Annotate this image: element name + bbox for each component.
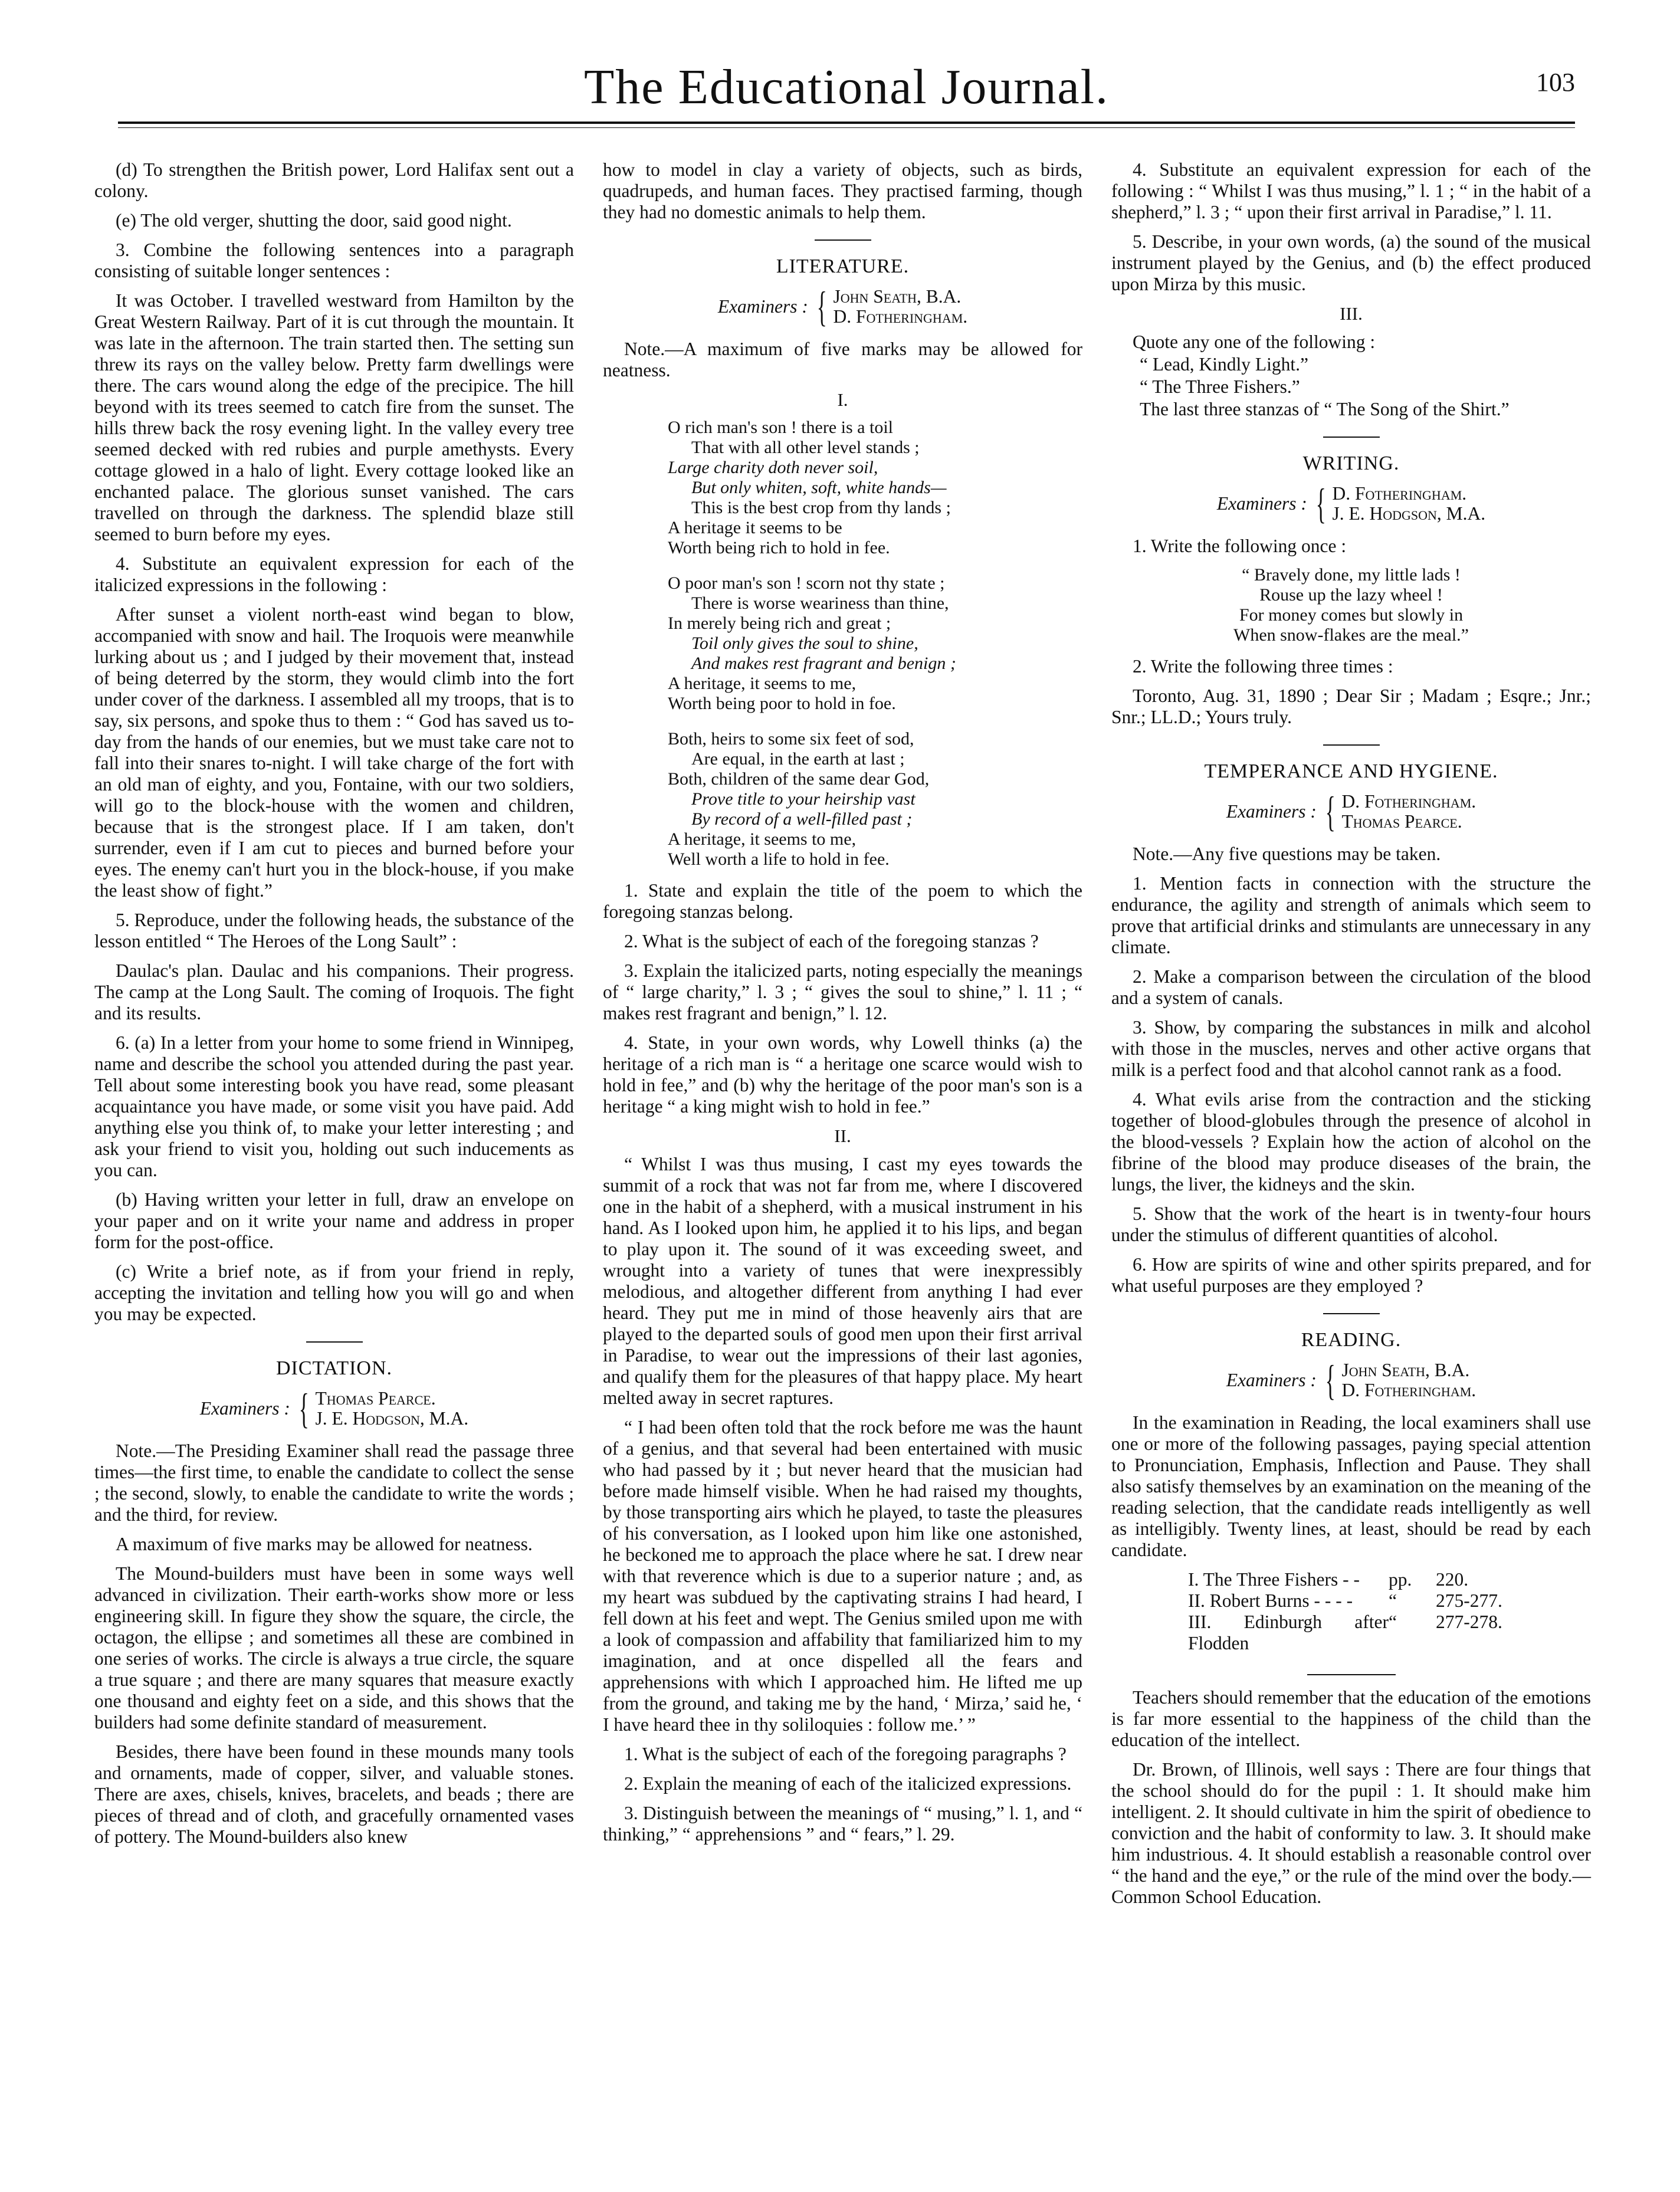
section-divider [1323,1313,1380,1314]
poem-line: There is worse weariness than thine, [691,593,949,613]
poem-line: In merely being rich and great ; [668,613,891,633]
temperance-question-2: 2. Make a comparison between the circulation of the blood and a system of canals. [1111,966,1591,1008]
selection-title: II. Robert Burns - - - - [1188,1590,1353,1611]
examiner-name: J. E. Hodgson, M.A. [1332,503,1486,524]
poem-line: O rich man's son ! there is a toil [668,418,893,437]
dictation-passage-2: Besides, there have been found in these mounds many tools and ornaments, made of copper, silver, and valuable stones. There are axes, chisels, knives, bracelets, and beads ; there are pieces of thread and of cloth, and gracefully ornamented vases of pottery. The Mound-builders also knew [94,1741,574,1847]
selection-pp: pp. [1389,1569,1412,1590]
literature-question-4: 4. State, in your own words, why Lowell thinks (a) the heritage of a rich man is “ a heritage one scarce would wish to hold in fee,” and (b) why the heritage of the poor man's son is a heritage “ a king might wish to hold in fee.” [603,1032,1082,1117]
selection-title: I. The Three Fishers - - [1188,1569,1360,1590]
literature-question-2: 2. What is the subject of each of the foregoing stanzas ? [624,931,1039,951]
quote-intro: Quote any one of the following : [1133,332,1376,352]
poem-line: By record of a well-filled past ; [691,809,913,829]
dictation-passage-1: The Mound-builders must have been in some ways well advanced in civilization. Their earth-works show more or less engineering skill. In figure they show the square, the circle, the octagon, the ellipse ; and sometimes all these are combined in one series of works. The circle is always a true circle, the square a true square ; and there are many squares that measure exactly one thousand and eighty feet on a side, and this shows that the builders had some definite standard of measurement. [94,1563,574,1732]
column-right [1111,159,1591,1916]
literature-question-1: 1. State and explain the title of the poem to which the foregoing stanzas belong. [603,880,1082,922]
mirza-question-5: 5. Describe, in your own words, (a) the sound of the musical instrument played by the Genius, and (b) the effect produced upon Mirza by this music. [1111,231,1591,294]
section-heading-temperance: TEMPERANCE AND HYGIENE. [1204,760,1498,782]
examiners-temperance [1111,790,1591,833]
quote-option: “ Lead, Kindly Light.” [1140,354,1309,375]
section-heading-dictation: DICTATION. [275,1357,393,1379]
column-middle [603,159,1082,1853]
section-number: II. [834,1125,851,1146]
question-part-d: (d) To strengthen the British power, Lord Halifax sent out a colony. [94,159,574,201]
question-6c: (c) Write a brief note, as if from your friend in reply, accepting the invitation and telling how you will go and when you may be expected. [94,1261,574,1324]
poem-line: A heritage it seems to be [668,518,842,537]
question-4: 4. Substitute an equivalent expression for each of the italicized expressions in the following : [94,553,574,595]
examiners-label: Examiners : [1226,1370,1317,1390]
examiners-label: Examiners : [1226,801,1317,822]
section-number: III. [1340,303,1363,324]
dictation-marks: A maximum of five marks may be allowed for neatness. [116,1534,533,1554]
examiners-label: Examiners : [199,1398,290,1419]
question-part-e: (e) The old verger, shutting the door, said good night. [116,210,512,231]
section-number: I. [837,389,848,410]
section-divider [1323,744,1380,746]
question-4-passage: After sunset a violent north-east wind began to blow, accompanied with snow and hail. The Iroquois were meanwhile lurking about us ; and I judged by their movement that, instead of being deterred by the storm, they would climb into the fort under cover of the darkness. I assembled all my troops, that is to say, six persons, and spoke thus to them : “ God has saved us to-day from the hands of our enemies, but we must take care not to fall into their snares to-night. I will take charge of the fort with an old man of eighty, and you, Fontaine, with our two soldiers, will go to the block-house with the women and children, because that is the strongest place. If I am taken, don't surrender, even if I am cut to pieces and burned before your eyes. The enemy can't hurt you in the block-house, if you make the least show of fight.” [94,604,574,901]
question-3: 3. Combine the following sentences into a paragraph consisting of suitable longer sentences : [94,239,574,281]
mirza-question-2: 2. Explain the meaning of each of the italicized expressions. [624,1773,1072,1794]
page-number: 103 [1536,68,1575,97]
section-divider [1323,437,1380,438]
verse-line: When snow-flakes are the meal.” [1233,625,1469,645]
section-divider [1307,1674,1396,1675]
reading-selection-list [1111,1569,1591,1654]
brace-icon: { [816,283,827,330]
writing-question-1: 1. Write the following once : [1133,536,1347,556]
examiners-label: Examiners : [1216,493,1307,514]
literature-note: Note.—A maximum of five marks may be allowed for neatness. [603,339,1082,380]
writing-verse [1111,565,1591,645]
teachers-note: Teachers should remember that the education of the emotions is far more essential to the happiness of the child than the education of the intellect. [1111,1687,1591,1750]
mirza-passage-1: “ Whilst I was thus musing, I cast my eyes towards the summit of a rock that was not far from me, where I discovered one in the habit of a shepherd, with a musical instrument in his hand. As I looked upon him, he applied it to his lips, and began to play upon it. The sound of it was exceeding sweet, and wrought into a variety of tunes that were inexpressibly melodious, and altogether different from anything I had ever heard. They put me in mind of those heavenly airs that are played to the departed souls of good men upon their first arrival in Paradise, to wear out the impressions of their last agonies, and qualify them for the pleasures of that happy place. My heart melted away in secret raptures. [603,1154,1082,1408]
temperance-note: Note.—Any five questions may be taken. [1133,844,1441,864]
brace-icon: { [298,1385,309,1432]
poem-line: Large charity doth never soil, [668,458,878,477]
dr-brown-quote: Dr. Brown, of Illinois, well says : There are four things that the school should do for the pupil : 1. It should make him intelligent. 2. It should cultivate in him the spirit of obedience to conviction and the habit of conformity to law. 3. It should make him industrious. 4. It should establish a reasonable control over “ the hand and the eye,” or the rule of the mind over the body.—Common School Education. [1111,1759,1591,1907]
examiner-name: J. E. Hodgson, M.A. [315,1408,469,1429]
examiner-name: John Seath, B.A. [1341,1360,1470,1380]
examiner-name: D. Fotheringham. [833,306,968,327]
section-heading-writing: WRITING. [1302,452,1400,474]
column-left [94,159,574,1856]
examiners-writing [1111,480,1591,527]
mirza-question-4: 4. Substitute an equivalent expression for each of the following : “ Whilst I was thus musing,” l. 1 ; “ in the habit of a shepherd,” l. 3 ; “ upon their first arrival in Paradise,” l. 11. [1111,159,1591,222]
dictation-passage-continued: how to model in clay a variety of objects, such as birds, quadrupeds, and human faces. They practised farming, though they had no domestic animals to help them. [603,159,1082,222]
header-rule-thick [118,122,1575,124]
examiner-name: John Seath, B.A. [833,286,962,307]
dictation-note: Note.—The Presiding Examiner shall read the passage three times—the first time, to enable the candidate to collect the sense ; the second, slowly, to enable the candidate to write the words ; and the third, for review. [94,1440,574,1525]
verse-line: For money comes but slowly in [1239,605,1464,625]
temperance-question-6: 6. How are spirits of wine and other spirits prepared, and for what useful purposes are they employed ? [1111,1254,1591,1296]
temperance-question-5: 5. Show that the work of the heart is in twenty-four hours under the stimulus of different quantities of alcohol. [1111,1203,1591,1245]
examiners-reading [1111,1359,1591,1402]
brace-icon: { [1325,788,1336,835]
writing-question-2-text: Toronto, Aug. 31, 1890 ; Dear Sir ; Madam ; Esqre.; Jnr.; Snr.; LL.D.; Yours truly. [1111,685,1591,727]
header-rule-thin [118,127,1575,128]
poem-line: A heritage, it seems to me, [668,829,857,849]
poem-line: A heritage, it seems to me, [668,674,857,693]
journal-title: The Educational Journal. [583,60,1110,114]
poem-line: Toil only gives the soul to shine, [691,634,918,653]
selection-pages: 220. [1436,1569,1469,1590]
brace-icon: { [1325,1357,1336,1404]
verse-line: “ Bravely done, my little lads ! [1242,565,1461,585]
mirza-passage-2: “ I had been often told that the rock before me was the haunt of a genius, and that several had been entertained with music who had passed by it ; but never heard that the musician had before made himself visible. When he had raised my thoughts, by those transporting airs which he played, to taste the pleasures of his conversation, as I looked upon him like one astonished, he beckoned me to approach the place where he sat. I drew near with that reverence which is due to a superior nature ; and, as my heart was subdued by the captivating strains I had heard, I fell down at his feet and wept. The Genius smiled upon me with a look of compassion and affability that familiarized him to my imagination, and at once dispelled all the fears and apprehensions with which I approached him. He lifted me up from the ground, and taking me by the hand, ‘ Mirza,’ said he, ‘ I have heard thee in thy soliloquies : follow me.’ ” [603,1417,1082,1735]
examiner-name: Thomas Pearce. [1341,811,1462,832]
examiners-literature [603,283,1082,330]
poem-line: This is the best crop from thy lands ; [691,498,951,517]
poem-line: That with all other level stands ; [691,438,920,457]
mirza-question-3: 3. Distinguish between the meanings of “ musing,” l. 1, and “ thinking,” “ apprehensions ” and “ fears,” l. 29. [603,1803,1082,1845]
poem-line: Well worth a life to hold in fee. [668,849,890,869]
poem-line: Prove title to your heirship vast [691,789,916,809]
question-3-passage: It was October. I travelled westward from Hamilton by the Great Western Railway. Part of it is cut through the mountain. It was late in the afternoon. The train started then. The setting sun threw its rays on the valley below. Pretty farm dwellings were there. The cars wound along the edge of the precipice. The hill beyond with its trees seemed to catch fire from the sunset. The hills threw back the rosy evening light. In the valley every tree seemed decked with red rubies and purple amethysts. Every cottage glowed in a halo of light. Every cottage looked like an enchanted palace. The glorious sunset vanished. The cars travelled on through the darkness. The splendid blaze still seemed to burn before my eyes. [94,290,574,544]
examiners-dictation [94,1387,574,1430]
temperance-question-3: 3. Show, by comparing the substances in milk and alcohol with those in the muscles, nerves and other active organs that milk is a perfect food and that alcohol cannot rank as a food. [1111,1017,1591,1080]
selection-pages: 277-278. [1436,1612,1502,1632]
examiner-name: D. Fotheringham. [1341,1380,1476,1400]
question-5: 5. Reproduce, under the following heads, the substance of the lesson entitled “ The Heroes of the Long Sault” : [94,910,574,951]
selection-pp: “ [1389,1590,1397,1611]
poem-line: But only whiten, soft, white hands— [691,478,947,497]
brace-icon: { [1315,480,1326,527]
poem-line: Worth being rich to hold in fee. [668,538,890,557]
poem-line: O poor man's son ! scorn not thy state ; [668,573,945,593]
examiner-name: D. Fotheringham. [1341,791,1476,812]
list-item [1111,1590,1591,1612]
writing-question-2: 2. Write the following three times : [1133,656,1393,677]
selection-pp: “ [1389,1612,1397,1632]
verse-line: Rouse up the lazy wheel ! [1259,585,1443,605]
temperance-question-1: 1. Mention facts in connection with the structure the endurance, the agility and strength of animals which seem to prove that artificial drinks and stimulants are unnecessary in any climate. [1111,873,1591,957]
section-heading-reading: READING. [1301,1329,1402,1351]
reading-instructions: In the examination in Reading, the local examiners shall use one or more of the following passages, paying special attention to Pronunciation, Emphasis, Inflection and Pause. They shall also satisfy themselves by an examination on the meaning of the reading selection, that the candidate reads intelligently as well as intelligibly. Twenty lines, at least, should be read by each candidate. [1111,1412,1591,1560]
question-6b: (b) Having written your letter in full, draw an envelope on your paper and on it write your name and address in proper form for the post-office. [94,1189,574,1252]
poem [603,418,1082,869]
section-divider [815,239,871,241]
poem-line: Worth being poor to hold in foe. [668,694,896,713]
list-item [1111,1569,1591,1590]
poem-line: And makes rest fragrant and benign ; [691,654,956,673]
question-6a: 6. (a) In a letter from your home to some friend in Winnipeg, name and describe the school you attended during the past year. Tell about some interesting book you have read, some pleasant acquaintance you have made, or some visit you have paid. Add anything else you think of, to make your letter interesting ; and ask your friend to visit you, holding out such inducements as you can. [94,1032,574,1180]
section-heading-literature: LITERATURE. [776,255,910,277]
section-divider [306,1341,363,1343]
poem-line: Both, heirs to some six feet of sod, [668,729,914,749]
examiner-name: Thomas Pearce. [315,1388,436,1409]
examiners-label: Examiners : [717,296,808,317]
temperance-question-4: 4. What evils arise from the contraction and the sticking together of blood-globules through the presence of alcohol in the blood-vessels ? Explain how the action of alcohol on the fibrine of the blood may produce diseases of the brain, the lungs, the liver, the kidneys and the skin. [1111,1089,1591,1195]
poem-line: Are equal, in the earth at last ; [691,749,905,769]
masthead [118,57,1575,118]
question-5-heads: Daulac's plan. Daulac and his companions. Their progress. The camp at the Long Sault. The coming of Iroquois. The fight and its results. [94,960,574,1023]
quote-option: “ The Three Fishers.” [1140,376,1300,397]
selection-pages: 275-277. [1436,1590,1502,1611]
literature-question-3: 3. Explain the italicized parts, noting especially the meanings of “ large charity,” l. 3 ; “ gives the soul to shine,” l. 11 ; “ makes rest fragrant and benign,” l. 12. [603,960,1082,1023]
selection-title: III. Edinburgh after Flodden [1188,1612,1389,1653]
list-item [1111,1612,1591,1654]
quote-option: The last three stanzas of “ The Song of the Shirt.” [1140,399,1510,419]
mirza-question-1: 1. What is the subject of each of the foregoing paragraphs ? [624,1744,1067,1764]
poem-line: Both, children of the same dear God, [668,769,930,789]
examiner-name: D. Fotheringham. [1332,483,1467,504]
